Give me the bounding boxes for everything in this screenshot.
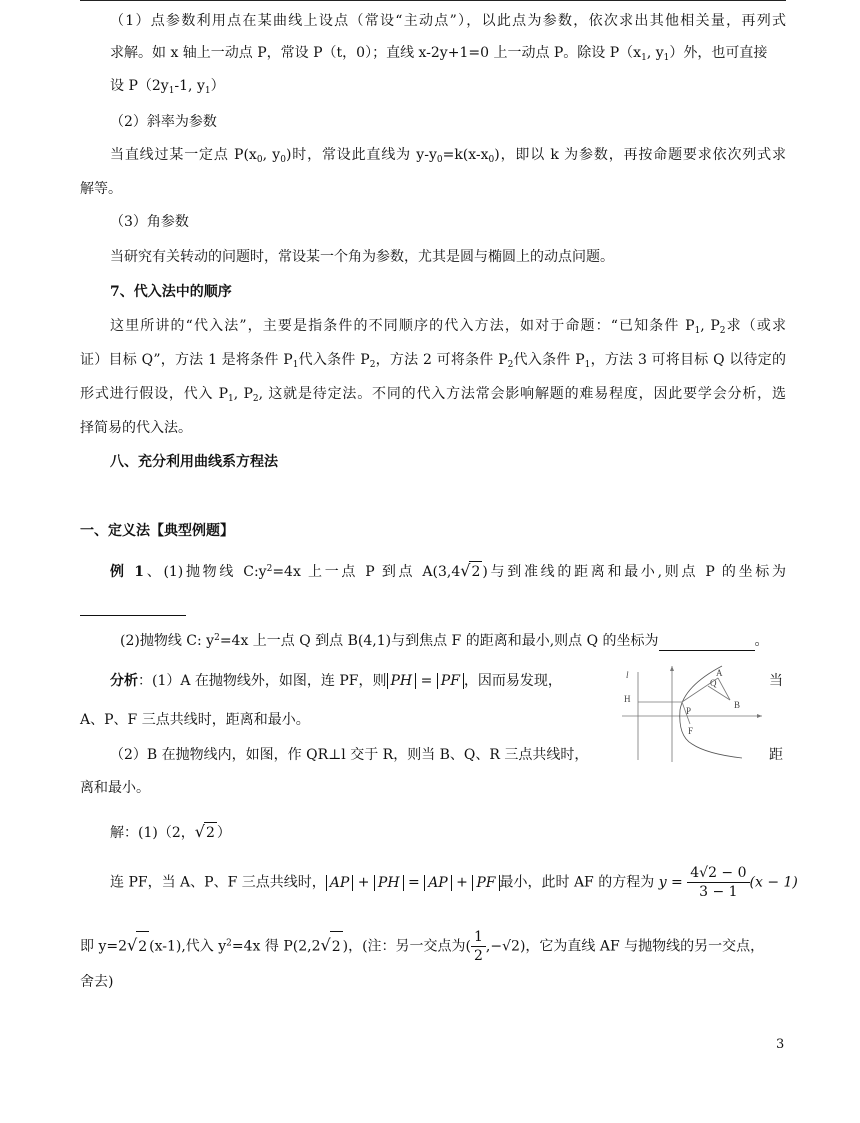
label-A: A [716,668,723,678]
solution-line-3: 即 y=2√2 (x-1),代入 $y^2=4x$ 得 P(2,2√2 )，(注：另一交点为( $\frac{1}{2}$ ,−√2)，它为直线 AF 与抛物线的另一交点， [80,929,765,964]
x-axis-arrow [757,714,762,718]
segment-QB [718,678,730,700]
label-Q: Q [710,678,717,688]
analysis-line-2: A、P、F 三点共线时，距离和最小。 [80,712,310,728]
heading-substitution-order: 7、代入法中的顺序 [110,284,232,300]
para-point-param-2: 求解。如 x 轴上一动点 P，常设 P（t，0）；直线 x-2y+1=0 上一动点 P。除设 $P(x_1$, $y_1$）外，也可直接 [110,45,768,63]
label-l: l [626,670,629,680]
para-substitution-4: 择简易的代入法。 [80,420,192,436]
label-P: P [686,706,692,716]
solution-line-2: 连 PF，当 A、P、F 三点共线时， AP + PH = AP + PF 最小，此时 AF 的方程为 y = $\frac{4√2 - 0}{3 - 1}$ (x − 1) [110,865,798,900]
analysis-line-1-end: 当 [769,673,783,689]
heading-angle-param: （3）角参数 [110,214,189,230]
example-1-answer-blank-2 [659,636,755,651]
slope-fraction: $\frac{4√2 - 0}{3 - 1}$ [687,864,749,901]
solution-line-4: 舍去) [80,974,114,990]
heading-curve-system: 八、充分利用曲线系方程法 [110,454,278,470]
para-slope-1: 当直线过某一定点 $P(x_0$, $y_0$)时，常设此直线为 $y-y_0=k(x-x_0)$，即以 k 为参数，再按命题要求依次列式求 [110,147,786,165]
segment-QB2 [708,686,730,700]
analysis-line-1: 分析：(1）A 在抛物线外，如图，连 PF，则 PH = PF ，因而易发现， [110,673,562,689]
label-F: F [688,726,694,736]
heading-slope-param: （2）斜率为参数 [110,114,217,130]
para-substitution-2: 证）目标 Q”，方法 1 是将条件 $P_1$代入条件 $P_2$，方法 2 可将条件 $P_2$代入条件 $P_1$，方法 3 可将目标 Q 以待定的 [80,352,786,370]
y-axis-arrow [670,666,674,671]
example-1-answer-blank-1 [80,596,786,616]
label-B: B [734,700,741,710]
heading-definition-method: 一、定义法【典型例题】 [80,523,234,539]
label-H: H [624,694,631,704]
solution-line-1: 解：(1)（2，√2 ） [110,822,231,841]
half-fraction: $\frac{1}{2}$ [471,928,486,965]
example-1-line-1: 例 1、(1)抛物线 $C:y^2=4x$ 上一点 P 到点 A(3,4√2 )与到准线的距离和最小,则点 P 的坐标为 [110,561,787,580]
analysis-line-3: （2）B 在抛物线内，如图，作 QR⊥l 交于 R，则当 B、Q、R 三点共线时， [110,747,589,763]
para-point-param-3: 设 $P(2y_1-1$, $y_1$） [110,78,225,96]
parabola-figure [612,664,762,764]
analysis-line-3-end: 距 [769,747,783,763]
para-angle: 当研究有关转动的问题时，常设某一个角为参数，尤其是圆与椭圆上的动点问题。 [110,249,614,265]
top-rule [80,0,786,1]
analysis-line-4: 离和最小。 [80,780,150,796]
para-substitution-1: 这里所讲的“代入法”，主要是指条件的不同顺序的代入方法，如对于命题：“已知条件 $P_1$, $P_2$求（或求 [110,318,787,336]
para-slope-2: 解等。 [80,181,122,197]
example-1-line-2: (2)抛物线 C: $y^2=4x$ 上一点 Q 到点 B(4,1)与到焦点 F 的距离和最小,则点 Q 的坐标为 。 [120,633,769,649]
page-number: 3 [776,1037,785,1052]
para-substitution-3: 形式进行假设，代入 $P_1$, $P_2$, 这就是待定法。不同的代入方法常会影响解题的难易程度，因此要学会分析，选 [80,386,786,404]
para-point-param-1: （1）点参数利用点在某曲线上设点（常设“主动点”），以此点为参数，依次求出其他相关量，再列式 [110,13,786,29]
